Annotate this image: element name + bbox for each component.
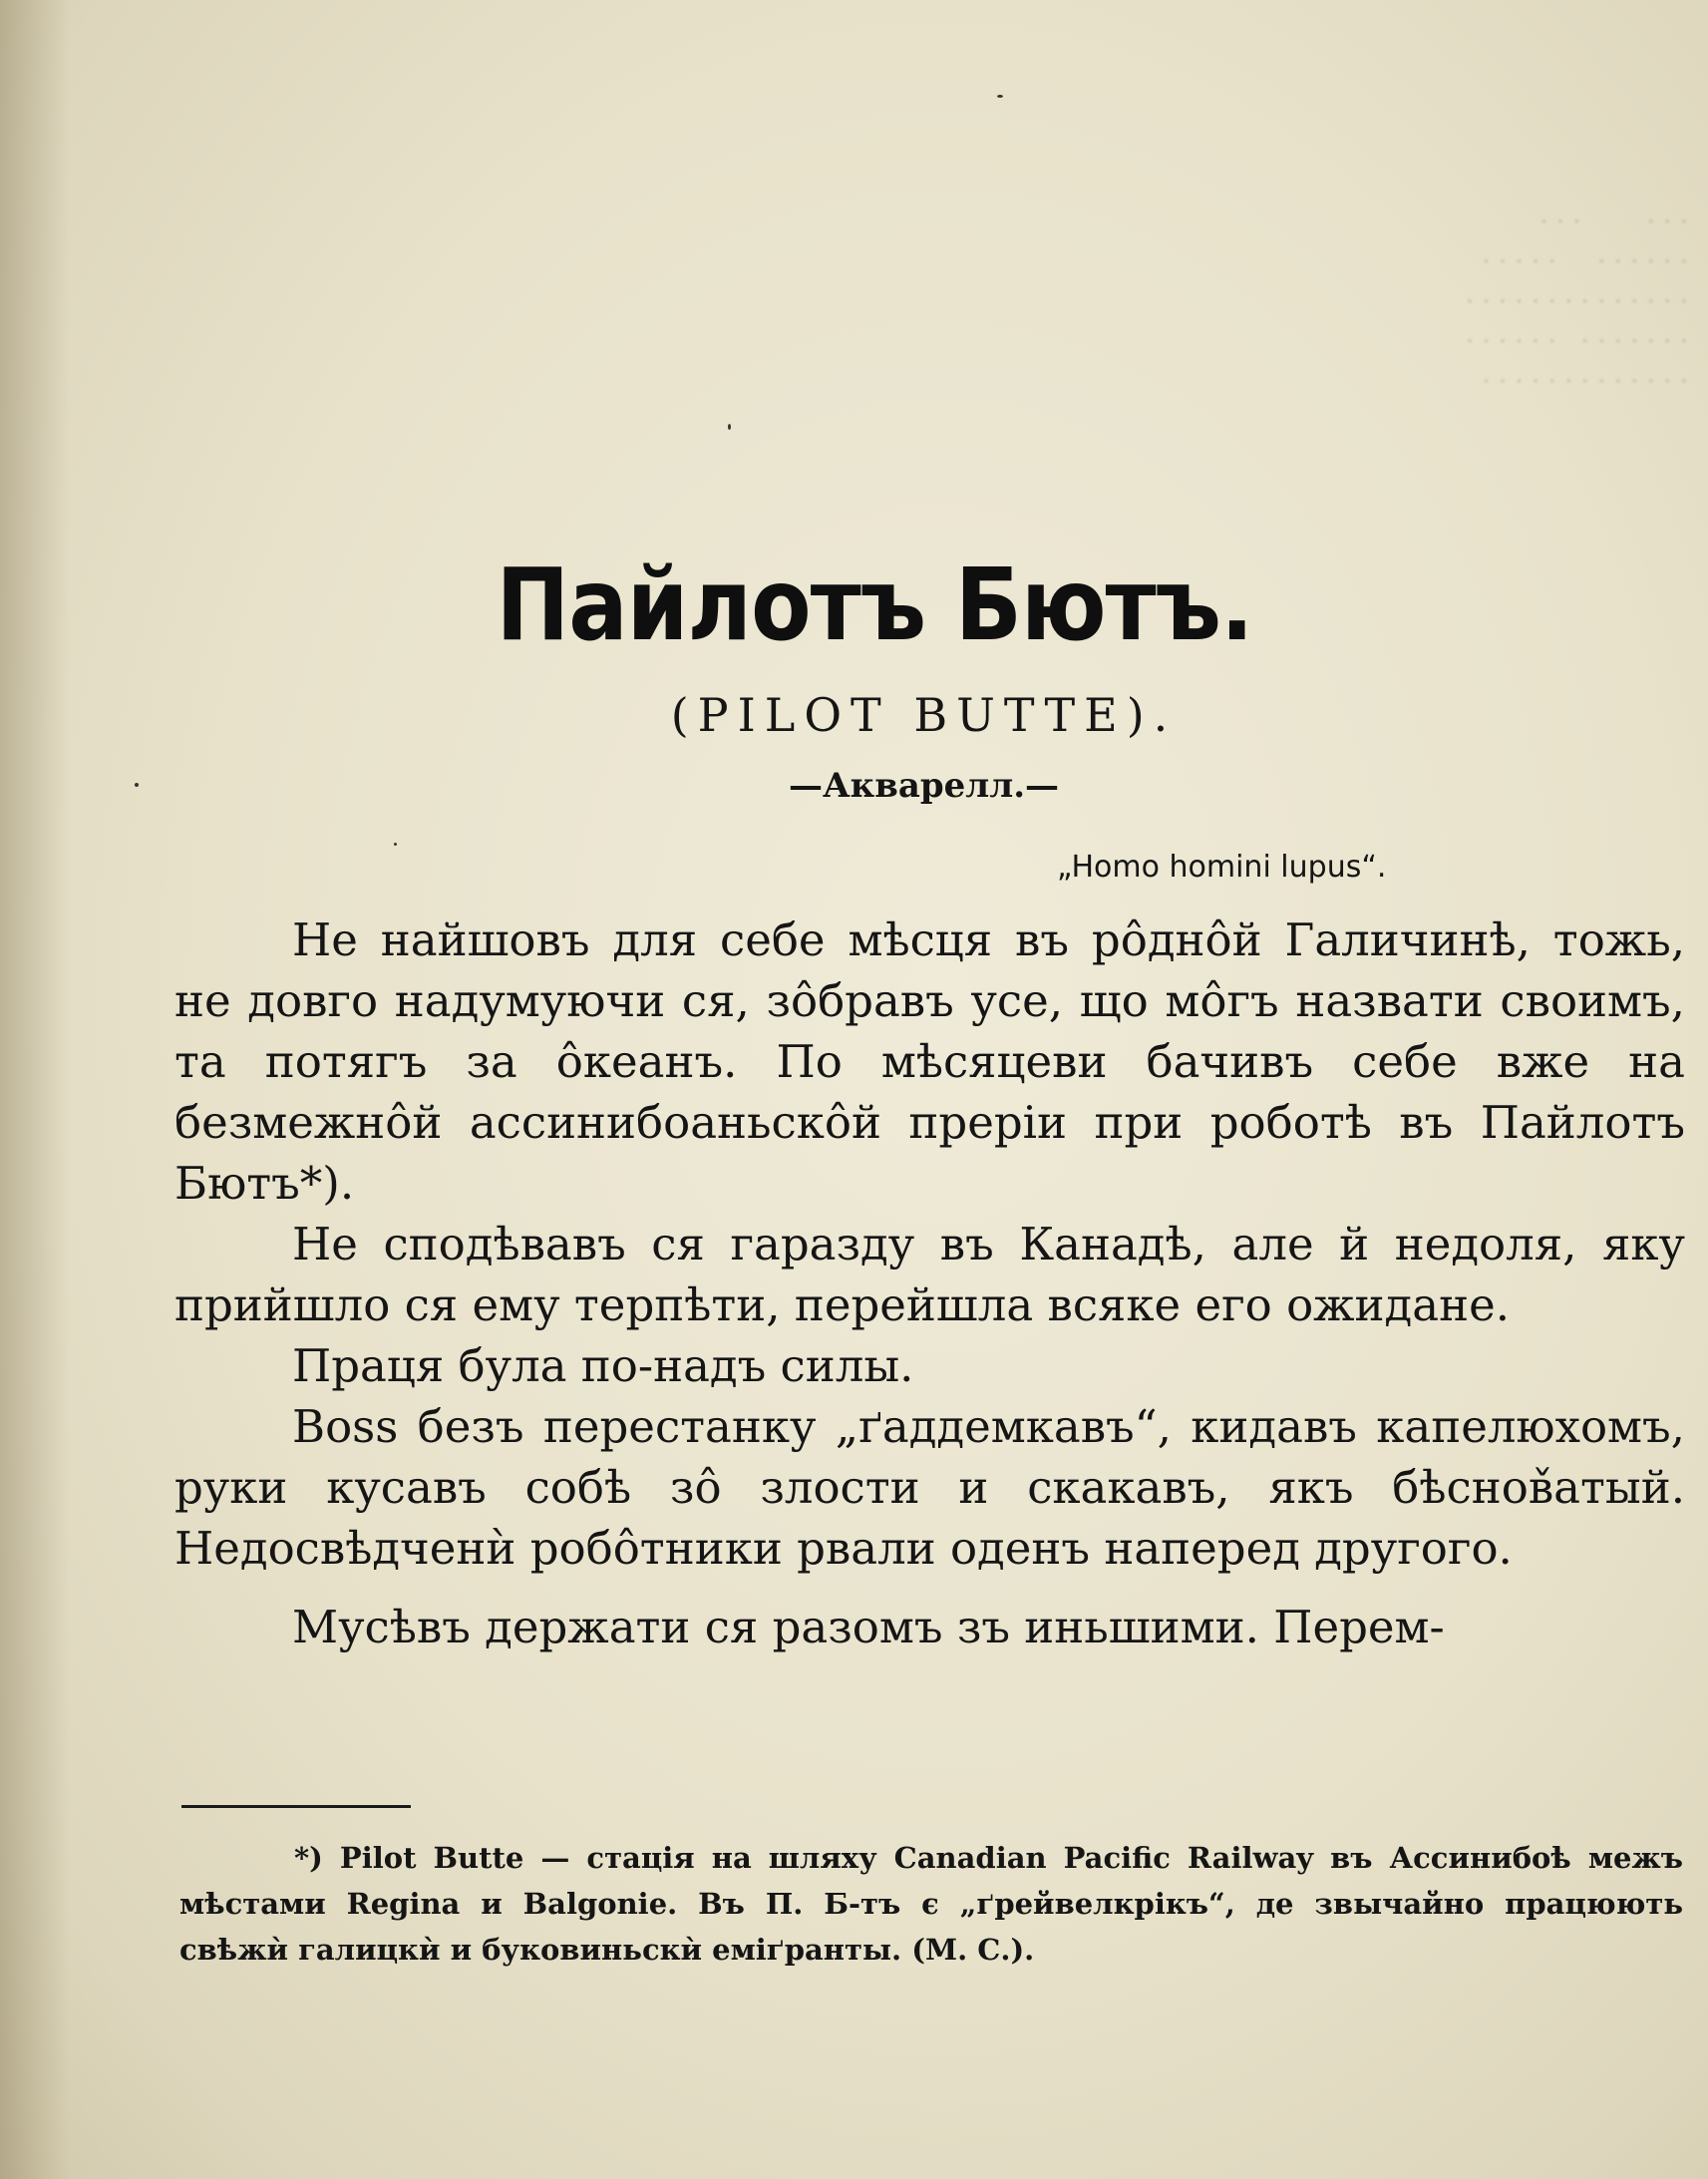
paragraph: Мусѣвъ держати ся разомъ зъ иньшими. Перем-: [292, 1601, 1445, 1653]
body-text: [174, 909, 1685, 1657]
paragraph: Не сподѣвавъ ся гаразду въ Канадѣ, але й недоля, яку прийшло ся ему терпѣти, перейшла всяке его ожидане.: [174, 1218, 1685, 1331]
ink-speck: [135, 783, 139, 787]
genre-label: —Акварелл.—: [788, 766, 1060, 806]
ink-speck: [997, 95, 1003, 98]
footnote-rule: [181, 1805, 411, 1808]
paragraph: Не найшовъ для себе мѣсця въ рôднôй Галичинѣ, тожь, не довго надумуючи ся, зôбравъ усе, що мôгъ назвати своимъ, та потягъ за ôкеанъ. По мѣсяцеви бачивъ себе вже на безмежнôй ассинибоаньскôй преріи при роботѣ въ Пайлотъ Бютъ*).: [174, 913, 1685, 1210]
footnote: *) Pilot Butte — стація на шляху Canadian Pacific Railway въ Ассинибоѣ межъ мѣстами Regina и Balgonie. Въ П. Б-тъ є „ґрейвелкрікъ“, де звычайно працюють свѣжѝ галицкѝ и буковиньскѝ еміґранты. (М. С.).: [179, 1841, 1683, 1967]
ink-speck: [728, 424, 731, 430]
page-subtitle: (PILOT BUTTE).: [670, 688, 1178, 742]
paragraph: Boss безъ перестанку „ґаддемкавъ“, кидавъ капелюхомъ, руки кусавъ собѣ зô злости и скакавъ, якъ бѣснов̌атый. Недосвѣдченѝ робôтники рвали оденъ наперед другого.: [174, 1400, 1685, 1575]
ink-speck: [394, 843, 397, 846]
paragraph: Праця була по-надъ силы.: [292, 1339, 914, 1392]
page-title: Пайлотъ Бютъ.: [496, 546, 1253, 663]
epigraph: „Homo homini lupus“.: [1057, 850, 1387, 885]
binding-shadow: [0, 0, 70, 2179]
bleed-through-text: . . . . . . . . . . . . . . . . . . . . . . . . . . . . . . . . . . . . . . . . . . . . . . . . . . . . . . . . .: [1465, 199, 1688, 389]
